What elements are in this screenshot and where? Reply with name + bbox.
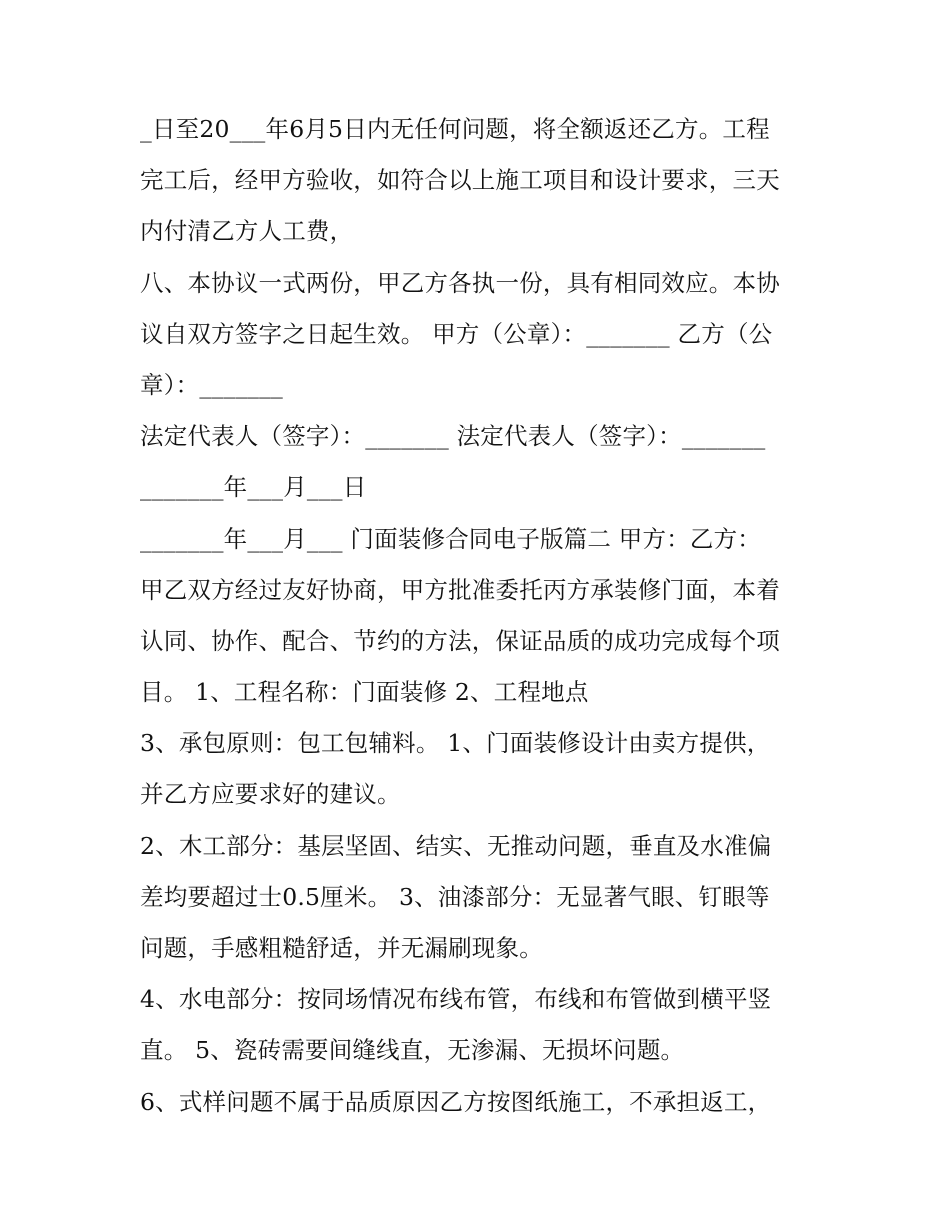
text-line: 完工后，经甲方验收，如符合以上施工项目和设计要求，三天 [140, 166, 780, 195]
text-line: _日至20___年6月5日内无任何问题，将全额返还乙方。工程 [140, 115, 770, 143]
text-line: 问题，手感粗糙舒适，并无漏刷现象。 [140, 934, 543, 962]
text-line: 差均要超过士0.5厘米。 3、油漆部分：无显著气眼、钉眼等 [140, 882, 770, 911]
text-line: 八、本协议一式两份，甲乙方各执一份，具有相同效应。本协 [140, 268, 780, 297]
text-line: 目。 1、工程名称：门面装修 2、工程地点 [140, 678, 589, 707]
text-line: 法定代表人（签字）：_______ 法定代表人（签字）：_______ [140, 422, 766, 451]
text-line: 章）：_______ [140, 370, 283, 399]
text-line: 认同、协作、配合、节约的方法，保证品质的成功完成每个项 [140, 626, 780, 655]
text-line: 2、木工部分：基层坚固、结实、无推动问题，垂直及水准偏 [140, 831, 772, 860]
text-line: 6、式样问题不属于品质原因乙方按图纸施工，不承担返工， [140, 1087, 772, 1116]
document-body [140, 104, 820, 1128]
text-line: 直。 5、瓷砖需要间缝线直，无渗漏、无损坏问题。 [140, 1036, 685, 1065]
text-line: 并乙方应要求好的建议。 [140, 780, 401, 809]
text-line: _______年___月___ 门面装修合同电子版篇二 甲方：乙方： [140, 524, 761, 553]
text-line: 内付清乙方人工费， [140, 217, 354, 246]
text-line: 议自双方签字之日起生效。 甲方（公章）：_______ 乙方（公 [140, 319, 773, 348]
text-line: 4、水电部分：按同场情况布线布管，布线和布管做到横平竖 [140, 985, 772, 1014]
text-line: 甲乙双方经过友好协商，甲方批准委托丙方承装修门面，本着 [140, 575, 780, 604]
text-line: _______年___月___日 [140, 473, 367, 502]
text-line: 3、承包原则：包工包辅料。 1、门面装修设计由卖方提供， [140, 729, 771, 758]
